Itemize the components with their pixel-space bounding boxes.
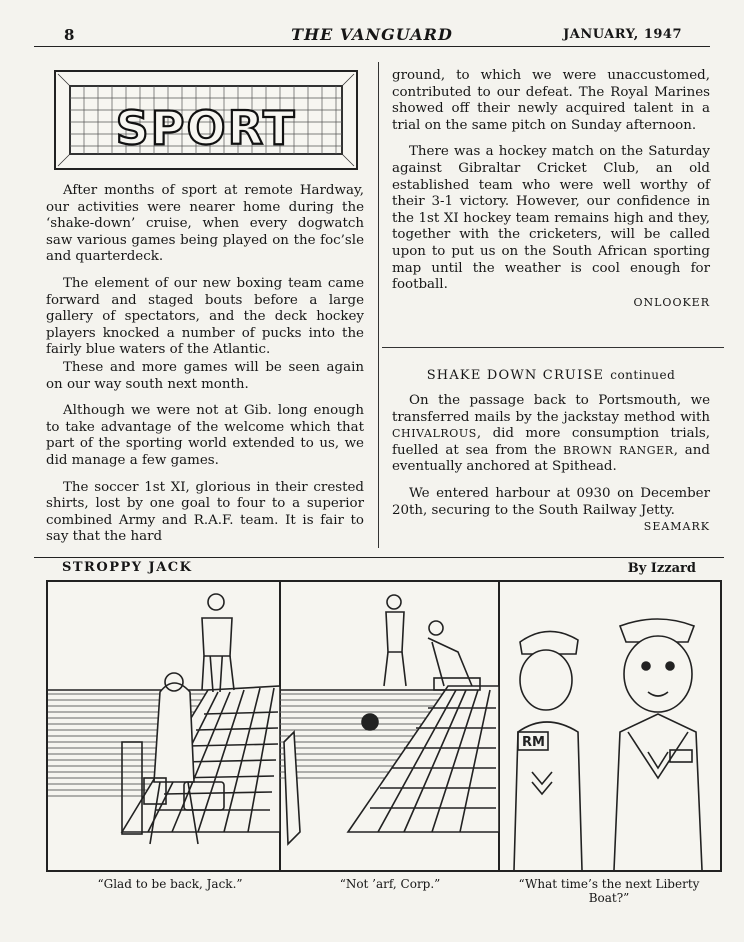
caption-panel-2: “Not ’arf, Corp.” xyxy=(339,877,441,891)
issue-date: JANUARY, 1947 xyxy=(563,27,682,42)
paragraph: After months of sport at remote Hardway, our activities were nearer home during the ‘shake-down’ cruise, when every dogwatch saw various games being played on the foc’sle and quarterdeck. xyxy=(46,183,364,265)
text-run: , did more consumption trials, fuelled at sea from the xyxy=(392,426,710,458)
publication-title: THE VANGUARD xyxy=(291,25,453,44)
sport-heading: SPORT xyxy=(115,101,297,155)
paragraph: Although we were not at Gib. long enough to take advantage of the welcome which that part of the sporting world extended to us, we did manage a few games. xyxy=(46,403,364,468)
paragraph: The soccer 1st XI, glorious in their crested shirts, lost by one goal to four to a superior combined Army and R.A.F. team. It is fair to say that the hard xyxy=(46,479,364,545)
shake-down-title: SHAKE DOWN CRUISE xyxy=(426,368,605,383)
rm-badge: RM xyxy=(522,735,545,750)
author-signature: SEAMARK xyxy=(643,520,710,534)
paragraph: There was a hockey match on the Saturday against Gibraltar Cricket Club, an old established team who were well worthy of their 3-1 victory. However, our confidence in the 1st XI hockey team remains high and they, together with the cricketers, will be called upon to put us on the South African sporting map until the weather is cool enough for football. xyxy=(392,144,710,293)
panel-2 xyxy=(280,595,499,844)
text-run: , and eventually anchored at Spithead. xyxy=(392,442,710,475)
page-header xyxy=(34,24,710,46)
text-run: On the passage back to Portsmouth, we transferred mails by the jackstay method with xyxy=(392,393,710,425)
ship-name: BROWN RANGER xyxy=(563,443,674,457)
cartoon-byline: By Izzard xyxy=(627,561,696,576)
cartoon-strip xyxy=(46,580,722,872)
strip-rule xyxy=(34,557,724,558)
caption-panel-3: “What time’s the next Liberty Boat?” xyxy=(518,877,700,905)
sport-banner xyxy=(54,70,358,170)
paragraph: The element of our new boxing team came forward and staged bouts before a large gallery of spectators, and the deck hockey players knocked a number of pucks into the fairly blue waters of the Atlantic. xyxy=(46,275,364,358)
caption-panel-1: “Glad to be back, Jack.” xyxy=(97,877,243,891)
shake-down-article xyxy=(392,393,710,536)
column-divider xyxy=(378,62,379,548)
sport-article-right xyxy=(392,68,710,311)
sport-article-left xyxy=(46,183,364,556)
goal-net-illustration xyxy=(56,72,356,168)
paragraph xyxy=(392,393,710,476)
shake-down-heading xyxy=(392,368,710,383)
cartoon-title: STROPPY JACK xyxy=(62,560,193,575)
paragraph: These and more games will be seen again on our way south next month. xyxy=(46,359,364,392)
page-number: 8 xyxy=(64,26,75,44)
ship-name: CHIVALROUS xyxy=(392,427,477,441)
continued-label: continued xyxy=(610,368,676,382)
section-rule xyxy=(382,347,724,348)
author-signature: ONLOOKER xyxy=(633,295,710,309)
paragraph: ground, to which we were unaccustomed, contributed to our defeat. The Royal Marines showed off their newly acquired talent in a trial on the same pitch on Sunday afternoon. xyxy=(392,68,710,133)
header-rule xyxy=(34,46,710,47)
panel-1 xyxy=(48,594,280,844)
text-run: We entered harbour at 0930 on December 20th, securing to the South Railway Jetty. xyxy=(392,485,710,518)
cartoon-illustration xyxy=(48,582,720,870)
paragraph xyxy=(392,485,710,534)
